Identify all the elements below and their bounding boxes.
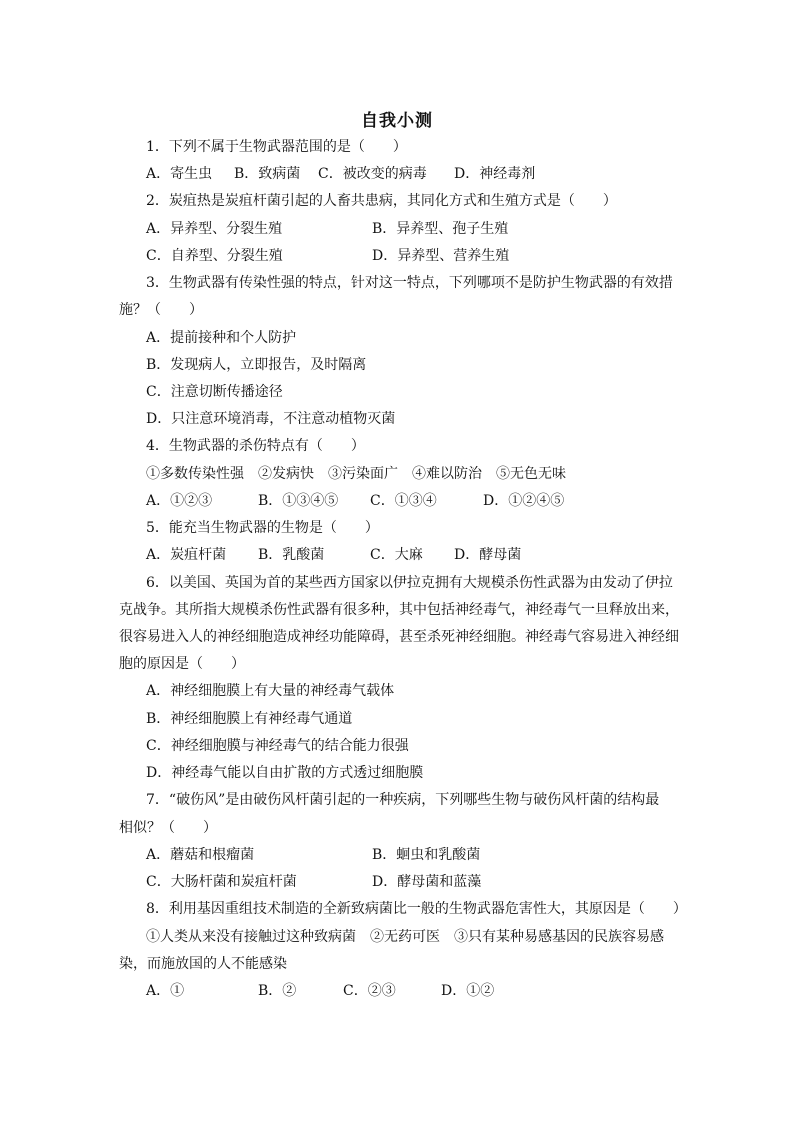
question-5-option-a: A．炭疽杆菌 — [146, 547, 227, 563]
question-3-stem-line-1: 3．生物武器有传染性强的特点，针对这一特点，下列哪项不是防护生物武器的有效措 — [146, 275, 673, 291]
question-6-option-a: A．神经细胞膜上有大量的神经毒气载体 — [146, 683, 395, 699]
page-title: 自我小测 — [361, 111, 433, 131]
question-3-option-b: B．发现病人，立即报告，及时隔离 — [146, 357, 367, 373]
question-6-stem-line-2: 克战争。其所指大规模杀伤性武器有很多种，其中包括神经毒气，神经毒气一旦释放出来， — [119, 602, 679, 618]
question-8-option-d: D．①② — [441, 983, 495, 999]
question-4-stem: 4．生物武器的杀伤特点有（ ） — [146, 438, 365, 454]
question-8-stem: 8．利用基因重组技术制造的全新致病菌比一般的生物武器危害性大，其原因是（ ） — [146, 901, 687, 917]
question-7-stem-line-2: 相似？（ ） — [119, 820, 217, 836]
question-7-option-a: A．蘑菇和根瘤菌 — [146, 847, 255, 863]
question-4-option-c: C．①③④ — [370, 493, 437, 509]
question-5-stem: 5．能充当生物武器的生物是（ ） — [146, 520, 379, 536]
question-8-option-b: B．② — [258, 983, 297, 999]
question-7-option-d: D．酵母菌和蓝藻 — [372, 874, 482, 890]
question-3-option-c: C．注意切断传播途径 — [146, 384, 283, 400]
question-3-option-d: D．只注意环境消毒，不注意动植物灭菌 — [146, 411, 396, 427]
question-4-items: ①多数传染性强 ②发病快 ③污染面广 ④难以防治 ⑤无色无味 — [146, 466, 566, 482]
question-8-items-line-1: ①人类从来没有接触过这种致病菌 ②无药可医 ③只有某种易感基因的民族容易感 — [146, 929, 664, 945]
question-2-option-c: C．自养型、分裂生殖 — [146, 248, 283, 264]
question-3-stem-line-2: 施？（ ） — [119, 302, 203, 318]
question-6-stem-line-1: 6．以美国、英国为首的某些西方国家以伊拉克拥有大规模杀伤性武器为由发动了伊拉 — [146, 575, 673, 591]
question-4-option-d: D．①②④⑤ — [483, 493, 565, 509]
question-5-option-b: B．乳酸菌 — [258, 547, 325, 563]
question-1-option-a: A．寄生虫 — [146, 166, 213, 182]
question-7-stem-line-1: 7．“破伤风”是由破伤风杆菌引起的一种疾病，下列哪些生物与破伤风杆菌的结构最 — [146, 792, 660, 808]
question-8-option-c: C．②③ — [343, 983, 396, 999]
question-6-stem-line-4: 胞的原因是（ ） — [119, 656, 245, 672]
question-2-option-d: D．异养型、营养生殖 — [372, 248, 510, 264]
question-4-option-b: B．①③④⑤ — [258, 493, 339, 509]
question-8-items-line-2: 染，而施放国的人不能感染 — [119, 956, 287, 972]
question-1-option-b: B．致病菌 — [234, 166, 301, 182]
question-2-option-b: B．异养型、孢子生殖 — [372, 221, 509, 237]
question-6-option-b: B．神经细胞膜上有神经毒气通道 — [146, 711, 353, 727]
question-6-option-d: D．神经毒气能以自由扩散的方式透过细胞膜 — [146, 765, 424, 781]
question-5-option-d: D．酵母菌 — [454, 547, 522, 563]
question-4-option-a: A．①②③ — [146, 493, 213, 509]
question-3-option-a: A．提前接种和个人防护 — [146, 330, 297, 346]
question-1-option-d: D．神经毒剂 — [454, 166, 536, 182]
question-1-stem: 1．下列不属于生物武器范围的是（ ） — [146, 139, 407, 155]
question-7-option-c: C．大肠杆菌和炭疽杆菌 — [146, 874, 297, 890]
question-2-stem: 2．炭疽热是炭疽杆菌引起的人畜共患病，其同化方式和生殖方式是（ ） — [146, 193, 617, 209]
question-7-option-b: B．蛔虫和乳酸菌 — [372, 847, 481, 863]
question-5-option-c: C．大麻 — [370, 547, 423, 563]
question-8-option-a: A．① — [146, 983, 185, 999]
question-6-option-c: C．神经细胞膜与神经毒气的结合能力很强 — [146, 738, 409, 754]
question-2-option-a: A．异养型、分裂生殖 — [146, 221, 283, 237]
question-6-stem-line-3: 很容易进入人的神经细胞造成神经功能障碍，甚至杀死神经细胞。神经毒气容易进入神经细 — [119, 629, 679, 645]
question-1-option-c: C．被改变的病毒 — [318, 166, 427, 182]
